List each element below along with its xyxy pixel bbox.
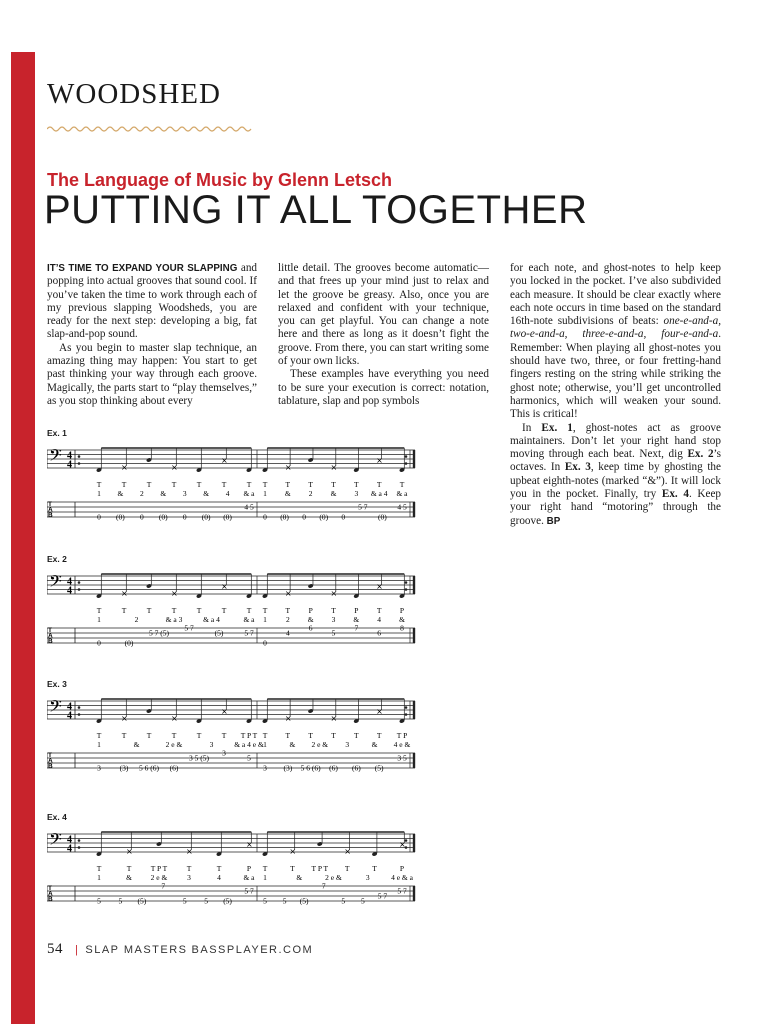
- technique-mark: T: [186, 864, 192, 873]
- bass-clef-icon: 𝄢: [49, 571, 62, 595]
- ghost-note: ×: [376, 456, 383, 465]
- technique-mark: T: [246, 606, 252, 615]
- tab-fret-number: (6): [351, 763, 361, 773]
- beat-count: 1: [97, 489, 101, 498]
- notation-example-4: [47, 824, 417, 924]
- tab-fret-number: 5 6 (6): [300, 763, 321, 773]
- beat-count: 2 e &: [150, 873, 168, 882]
- technique-mark: T: [221, 480, 227, 489]
- repeat-dot: [78, 706, 81, 709]
- beat-count: 4 e & a: [391, 873, 413, 882]
- tab-fret-number: (5): [374, 763, 384, 773]
- ghost-note: ×: [121, 463, 128, 472]
- footer-site: BASSPLAYER.COM: [191, 944, 314, 956]
- beat-count: &: [289, 740, 296, 749]
- beat-count: &: [126, 873, 132, 882]
- technique-mark: T: [96, 606, 102, 615]
- beat-count: 4: [217, 873, 221, 882]
- technique-mark: T: [372, 864, 377, 873]
- beat-count: 1: [263, 489, 267, 498]
- tab-fret-number: (5): [223, 896, 232, 906]
- repeat-dot: [78, 588, 81, 591]
- page-footer: [47, 941, 313, 958]
- ghost-note: ×: [284, 463, 292, 472]
- tab-fret-number: 5: [341, 896, 346, 906]
- technique-mark: T: [196, 606, 202, 615]
- ghost-note: ×: [221, 707, 228, 716]
- tab-fret-number: (6): [329, 763, 338, 773]
- tab-fret-number: 4 5: [244, 502, 254, 512]
- technique-mark: T: [216, 864, 222, 873]
- technique-mark: T: [171, 606, 177, 615]
- tab-letter: A: [48, 757, 53, 765]
- time-signature-bottom: 4: [67, 459, 72, 471]
- time-signature-top: 4: [67, 701, 72, 713]
- repeat-dot: [405, 455, 408, 458]
- beat-count: & a: [243, 489, 255, 498]
- tab-letter: T: [48, 627, 52, 634]
- technique-mark: T: [126, 864, 132, 873]
- technique-mark: T: [285, 731, 291, 740]
- ghost-note: ×: [284, 714, 292, 723]
- time-signature-bottom: 4: [67, 585, 72, 597]
- tab-letter: A: [48, 890, 53, 898]
- technique-mark: T: [376, 606, 382, 615]
- tab-fret-number: (0): [280, 512, 289, 522]
- tab-letter: B: [48, 763, 53, 770]
- ghost-note: ×: [330, 589, 338, 598]
- beat-count: 3: [209, 740, 214, 749]
- technique-mark: T: [308, 480, 313, 489]
- ghost-note: ×: [221, 582, 228, 591]
- technique-mark: T: [262, 864, 268, 873]
- tab-letter: B: [48, 638, 53, 645]
- technique-mark: T: [285, 480, 291, 489]
- technique-mark: T: [354, 731, 359, 740]
- tab-fret-number: 5: [118, 896, 123, 906]
- beat-count: 3: [354, 489, 359, 498]
- technique-mark: P: [246, 864, 252, 873]
- tab-fret-number: 5 6 (6): [139, 763, 159, 773]
- beat-count: 2 e &: [165, 740, 183, 749]
- repeat-dot: [405, 713, 408, 716]
- technique-mark: T P T: [311, 864, 329, 873]
- beat-count: 4: [225, 489, 230, 498]
- text-column-2: [278, 262, 489, 408]
- technique-mark: T: [121, 480, 127, 489]
- tab-fret-number: 5: [282, 896, 287, 906]
- time-signature-top: 4: [67, 576, 72, 588]
- technique-mark: T: [171, 731, 177, 740]
- technique-mark: T: [262, 731, 268, 740]
- ghost-note: ×: [171, 589, 178, 598]
- technique-mark: P: [354, 606, 359, 615]
- beat-count: 1: [263, 615, 267, 624]
- repeat-dot: [78, 839, 81, 842]
- beat-count: 1: [97, 615, 101, 624]
- repeat-dot: [78, 455, 81, 458]
- beat-count: &: [284, 489, 291, 498]
- tab-fret-number: 5: [97, 896, 101, 906]
- ghost-note: ×: [330, 714, 338, 723]
- tab-fret-number: (0): [223, 512, 232, 522]
- tab-letter: T: [48, 885, 52, 892]
- tab-fret-number: 0: [139, 512, 144, 522]
- technique-mark: T: [196, 731, 202, 740]
- technique-mark: T: [285, 606, 291, 615]
- technique-mark: T: [290, 864, 295, 873]
- beat-count: 3: [345, 740, 350, 749]
- ghost-note: ×: [221, 456, 228, 465]
- tab-fret-number: 5 7: [184, 623, 194, 633]
- beat-count: 1: [97, 873, 101, 882]
- ghost-note: ×: [330, 463, 338, 472]
- time-signature-bottom: 4: [67, 843, 72, 855]
- technique-mark: T: [221, 606, 227, 615]
- ghost-note: ×: [399, 840, 406, 849]
- tab-fret-number: (0): [158, 512, 168, 522]
- tab-fret-number: (0): [378, 512, 387, 522]
- article-kicker: The Language of Music by Glenn Letsch: [47, 170, 393, 190]
- tab-fret-number: (0): [201, 512, 211, 522]
- technique-mark: T: [376, 731, 382, 740]
- beat-count: & a: [243, 873, 255, 882]
- tab-fret-number: (3): [283, 763, 293, 773]
- technique-mark: T: [121, 731, 127, 740]
- tab-fret-number: 4: [285, 628, 290, 638]
- example-label: Ex. 4: [47, 812, 67, 822]
- tab-letter: T: [48, 501, 52, 508]
- bass-clef-icon: 𝄢: [49, 696, 62, 720]
- technique-mark: T: [376, 480, 382, 489]
- notation-example-3: [47, 691, 417, 791]
- tab-fret-number: 0: [263, 638, 267, 648]
- technique-mark: T: [96, 731, 102, 740]
- tab-fret-number: (3): [119, 763, 129, 773]
- tab-fret-number: (5): [214, 628, 224, 638]
- tab-fret-number: 3: [263, 763, 267, 773]
- repeat-dot: [405, 462, 408, 465]
- beat-count: 3: [331, 615, 336, 624]
- technique-mark: P: [399, 606, 405, 615]
- tab-fret-number: 4 5: [397, 502, 407, 512]
- ghost-note: ×: [186, 847, 193, 856]
- repeat-dot: [78, 462, 81, 465]
- ghost-note: ×: [376, 707, 383, 716]
- beat-count: &: [330, 489, 337, 498]
- repeat-dot: [405, 581, 408, 584]
- footer-section: SLAP MASTERS: [85, 944, 188, 956]
- beat-count: 2: [308, 489, 313, 498]
- tab-fret-number: 5 7: [397, 886, 407, 896]
- tab-letter: T: [48, 752, 52, 759]
- beat-count: &: [203, 489, 210, 498]
- ghost-note: ×: [121, 589, 128, 598]
- notation-example-1: [47, 440, 417, 540]
- tab-fret-number: 3 5: [397, 753, 407, 763]
- beat-count: 4 e &: [393, 740, 411, 749]
- time-signature-bottom: 4: [67, 710, 72, 722]
- tab-fret-number: 5 7: [244, 886, 254, 896]
- ghost-note: ×: [171, 463, 178, 472]
- tab-fret-number: 5: [247, 753, 251, 763]
- tab-fret-number: 0: [263, 512, 267, 522]
- paragraph: for each note, and ghost-notes to help keep you locked in the pocket. I’ve also subdivided each measure. It should be clear exactly where each note occurs in time based on the standard 16th-note subdivisions of beats: one-e-and-a, two-e-and-a, three-e-and-a, four-e-and-a. Remember: When playing all ghost-notes you should have two, three, or four fretting-hand fingers resting on the string while striking the ghost note; otherwise, you’ll get uncontrolled harmonics, which will weaken your sound. This is critical!: [510, 262, 721, 421]
- beat-count: &: [353, 615, 360, 624]
- tab-fret-number: 5 7: [377, 891, 388, 901]
- tab-fret-number: (0): [319, 512, 329, 522]
- technique-mark: T: [196, 480, 202, 489]
- technique-mark: T P: [396, 731, 408, 740]
- technique-mark: T: [121, 606, 127, 615]
- ghost-note: ×: [344, 847, 351, 856]
- paragraph: In Ex. 1, ghost-notes act as groove maintainers. Don’t let your right hand stop moving through each beat. Next, dig Ex. 2’s octaves. In Ex. 3, keep time by ghosting the upbeat eighth-notes (marked “&”). It will lock you in the pocket. Finally, try Ex. 4. Keep your right hand “motoring” through the groove. BP: [510, 421, 722, 527]
- example-label: Ex. 2: [47, 554, 67, 564]
- tab-fret-number: 6: [377, 628, 382, 638]
- tab-fret-number: 8: [400, 623, 404, 633]
- repeat-dot: [78, 581, 81, 584]
- technique-mark: T: [262, 606, 268, 615]
- bass-clef-icon: 𝄢: [49, 829, 62, 853]
- beat-count: 2 e &: [325, 873, 342, 882]
- beat-count: &: [307, 615, 314, 624]
- tab-fret-number: 5: [360, 896, 365, 906]
- technique-mark: P: [399, 864, 405, 873]
- tab-fret-number: 6: [308, 623, 313, 633]
- time-signature-top: 4: [67, 834, 72, 846]
- tab-fret-number: (0): [116, 512, 125, 522]
- tab-fret-number: (5): [299, 896, 309, 906]
- example-label: Ex. 3: [47, 679, 67, 689]
- beat-count: 1: [97, 740, 101, 749]
- technique-mark: T: [146, 606, 152, 615]
- technique-mark: T: [171, 480, 177, 489]
- beat-count: 4: [377, 615, 382, 624]
- tab-fret-number: 5 7: [358, 502, 368, 512]
- ghost-note: ×: [376, 582, 383, 591]
- footer-separator: |: [75, 944, 80, 956]
- beat-count: &: [296, 873, 303, 882]
- tab-fret-number: 5 7 (5): [149, 628, 169, 638]
- wave-divider: [47, 124, 253, 134]
- technique-mark: T: [354, 480, 359, 489]
- tab-fret-number: (6): [169, 763, 179, 773]
- technique-mark: T P T: [150, 864, 168, 873]
- repeat-dot: [405, 706, 408, 709]
- page-number: 54: [47, 941, 63, 957]
- paragraph: and popping into actual grooves that sound cool. If you’ve taken the time to work through each of my previous slapping Woodsheds, you are ready for the next step: developing a big, fat slap-and-pop sound.: [47, 262, 258, 341]
- beat-count: 3: [182, 489, 187, 498]
- beat-count: 1: [263, 873, 267, 882]
- accent-bar: [11, 52, 35, 1024]
- technique-mark: T: [331, 606, 336, 615]
- beat-count: 2: [134, 615, 139, 624]
- technique-mark: T: [96, 480, 102, 489]
- beat-count: 2: [285, 615, 290, 624]
- technique-mark: T: [96, 864, 102, 873]
- paragraph: little detail. The grooves become automatic—and that frees up your mind just to relax and let the groove be greasy. Also, once you are relaxed and confident with your technique, you can get playful. You can change a note here and there as long as it doesn’t fight the groove. From there, you can start writing some of your own licks.: [278, 262, 489, 368]
- ghost-note: ×: [284, 589, 292, 598]
- signature: BP: [546, 515, 561, 527]
- technique-mark: T: [262, 480, 268, 489]
- ghost-note: ×: [246, 840, 253, 849]
- notation-example-2: [47, 566, 417, 666]
- bass-clef-icon: 𝄢: [49, 445, 62, 469]
- tab-fret-number: 5: [204, 896, 209, 906]
- beat-count: 2 e &: [311, 740, 329, 749]
- technique-mark: T: [399, 480, 405, 489]
- tab-fret-number: 0: [97, 512, 101, 522]
- beat-count: & a 4: [370, 489, 388, 498]
- tab-fret-number: 3: [97, 763, 101, 773]
- repeat-dot: [78, 713, 81, 716]
- tab-letter: B: [48, 512, 53, 519]
- text-column-3: [510, 262, 721, 528]
- beat-count: 3: [365, 873, 370, 882]
- ghost-note: ×: [171, 714, 178, 723]
- paragraph: As you begin to master slap technique, an amazing thing may happen: You start to get past thinking your way through each groove. Magically, the parts start to “play themselves,” as you stop thinking about every: [47, 341, 257, 407]
- section-title: WOODSHED: [47, 78, 221, 110]
- tab-fret-number: 3 5 (5): [189, 753, 209, 763]
- text-column-1: [47, 262, 257, 408]
- ghost-note: ×: [289, 847, 297, 856]
- lead-in: IT’S TIME TO EXPAND YOUR SLAPPING: [47, 263, 238, 274]
- repeat-dot: [405, 588, 408, 591]
- tab-fret-number: 7: [321, 881, 326, 891]
- tab-fret-number: 7: [354, 623, 359, 633]
- technique-mark: T: [308, 731, 313, 740]
- ghost-note: ×: [126, 847, 133, 856]
- beat-count: & a 4: [203, 615, 220, 624]
- tab-letter: A: [48, 632, 53, 640]
- beat-count: & a: [243, 615, 255, 624]
- beat-count: &: [399, 615, 405, 624]
- technique-mark: T P T: [240, 731, 258, 740]
- tab-fret-number: 3: [222, 748, 226, 758]
- tab-fret-number: 5: [182, 896, 187, 906]
- tab-fret-number: (0): [124, 638, 134, 648]
- tab-fret-number: 0: [341, 512, 346, 522]
- tab-fret-number: 0: [97, 638, 101, 648]
- beat-count: & a: [396, 489, 408, 498]
- technique-mark: T: [221, 731, 227, 740]
- tab-fret-number: 0: [302, 512, 307, 522]
- paragraph: These examples have everything you need to be sure your execution is correct: notation, tablature, slap and pop symbols: [278, 368, 489, 407]
- beat-count: 2: [139, 489, 144, 498]
- technique-mark: T: [331, 731, 336, 740]
- technique-mark: T: [146, 480, 152, 489]
- article-headline: PUTTING IT ALL TOGETHER: [44, 188, 588, 232]
- beat-count: &: [371, 740, 378, 749]
- time-signature-top: 4: [67, 450, 72, 462]
- tab-fret-number: 0: [182, 512, 187, 522]
- tab-fret-number: 5 7: [244, 628, 254, 638]
- repeat-dot: [78, 846, 81, 849]
- technique-mark: T: [246, 480, 252, 489]
- tab-letter: B: [48, 896, 53, 903]
- technique-mark: P: [308, 606, 313, 615]
- tab-fret-number: 5: [331, 628, 336, 638]
- tab-fret-number: 5: [263, 896, 267, 906]
- tab-fret-number: (5): [137, 896, 147, 906]
- beat-count: &: [160, 489, 167, 498]
- example-label: Ex. 1: [47, 428, 67, 438]
- beat-count: & a 4 e &: [234, 740, 264, 749]
- beat-count: 3: [187, 873, 191, 882]
- beat-count: 1: [263, 740, 267, 749]
- technique-mark: T: [146, 731, 152, 740]
- tab-fret-number: 7: [161, 881, 166, 891]
- beat-count: &: [117, 489, 124, 498]
- technique-mark: T: [344, 864, 350, 873]
- ghost-note: ×: [121, 714, 128, 723]
- beat-count: &: [133, 740, 140, 749]
- technique-mark: T: [331, 480, 336, 489]
- tab-letter: A: [48, 506, 53, 514]
- beat-count: & a 3: [165, 615, 183, 624]
